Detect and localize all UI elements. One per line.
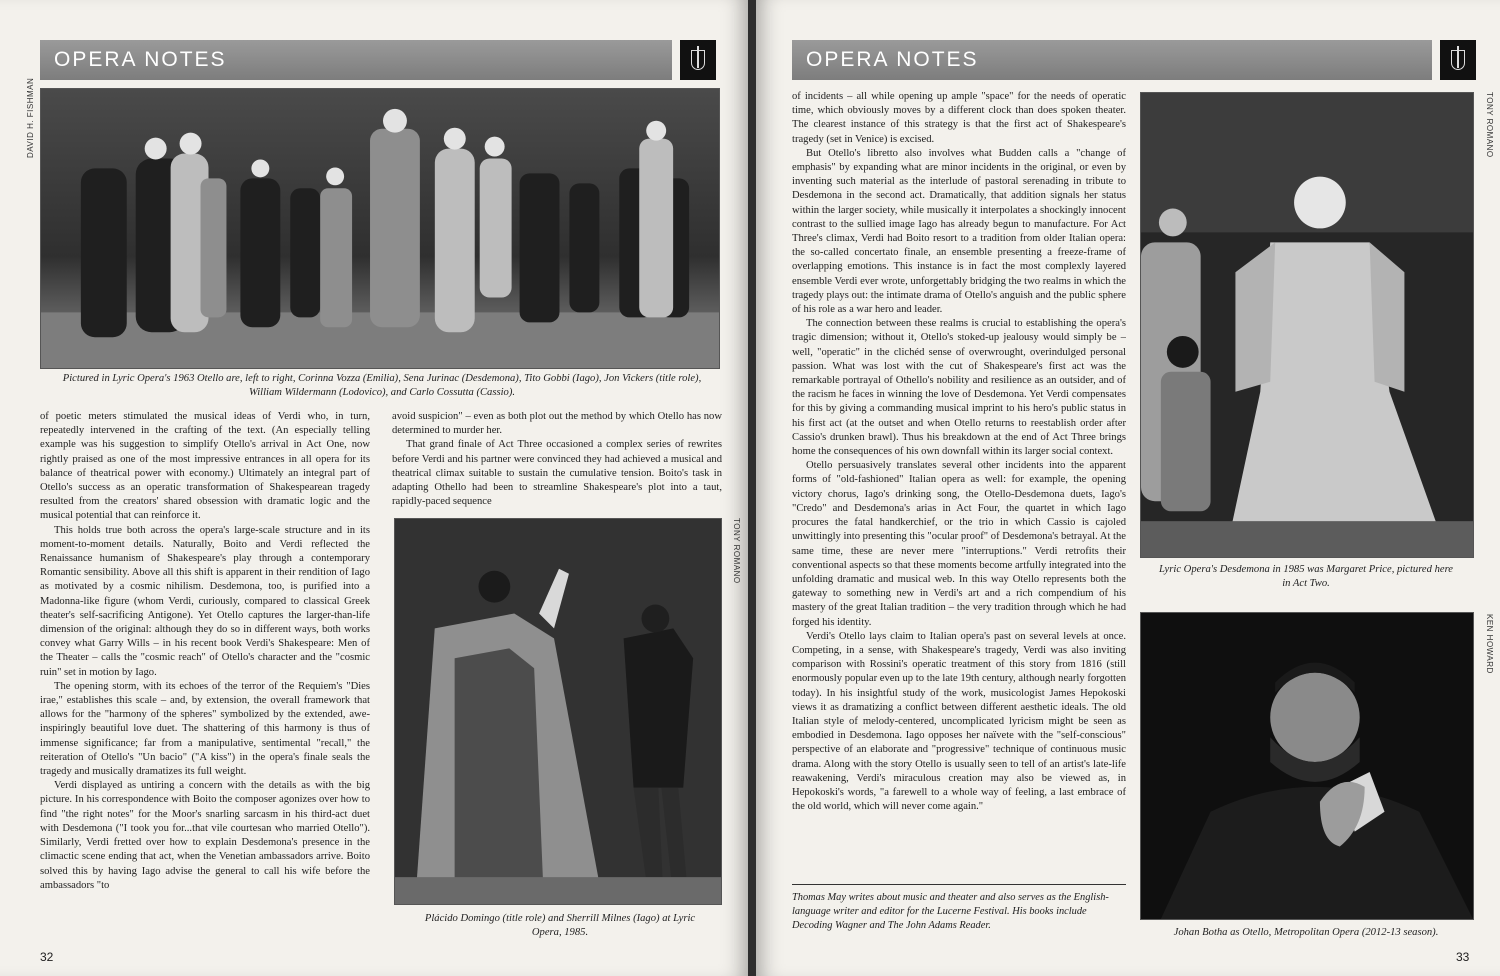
paragraph: The opening storm, with its echoes of the terror of the Requiem's "Dies irae," establishes this scale – and, by extension, the overall framework that allows for the "harmony of the spheres" symbolized by the extended, awe-inspiringly beautiful love duet. The shattering of this harmony is thus of immense significance; far from a manipulative, sentimental "recall," the reiteration of Otello's "Un bacio" ("A kiss") in the opera's finale seals the tragedy and musically dramatizes its full weight. (40, 680, 370, 778)
lyric-opera-logo (1440, 40, 1476, 80)
paragraph: The connection between these realms is crucial to establishing the opera's tragic dimension; without it, Otello's stoked-up jealousy would simply be – well, "operatic" in the clichéd sense of overwrought, overindulged personal passion. What was lost with the cut of Shakespeare's first act was the remarkable portrayal of Othello's nobility and resilience as an outsider, and of the racism he faces in winning the love of Desdemona. Yet Verdi compensates for this by giving a commanding musical imprint to his hero's public status in his first act (at the outset and when Otello returns to reestablish order after Cassio's drunken brawl). Thus his breakdown at the end of Act Three brings home the consequences of his own downfall within its larger social context. (792, 318, 1126, 458)
paragraph: That grand finale of Act Three occasioned a complex series of rewrites before Verdi and his partner were convinced they had achieved a musical and theatrical climax suitable to sustain the cumulative tension. Boito's task in adapting Othello had been to streamline Shakespeare's plot into a taut, rapidly-paced sequence (392, 439, 722, 508)
paragraph: But Otello's libretto also involves what Budden calls a "change of emphasis" by expanding what are minor incidents in the original, or even by inventing such material as the interlude of pastoral serenading in tribute to Desdemona in the second act. Dramatically, that addition signals her status within the larger society, while musically it interpolates a shockingly innocent contrast to the sullied image Iago has already begun to manufacture. For Act Three's climax, Verdi had Boito resort to a tradition from older Italian opera: the so-called concertato finale, an ensemble presenting a freeze-frame of overlapping emotions. This instance is in fact the most complexly layered ensemble Verdi ever wrote, unforgettably bridging the two realms in which the tragedy plays out: the intimate drama of Otello's anguish and the public sphere of his role as a war hero and leader. (792, 147, 1126, 316)
section-title: OPERA NOTES (54, 48, 227, 71)
article-column-2 (392, 410, 722, 510)
domingo-milnes-photo (394, 518, 722, 905)
desdemona-photo (1140, 92, 1474, 558)
paragraph: This holds true both across the opera's large-scale structure and in its moment-to-moment details. Naturally, Boito and Verdi reflected the Renaissance humanism of Shakespeare's play through a contemporary Romantic sensibility. Above all this shift is apparent in their rendition of Iago as motivated by a cosmic nihilism. Desdemona, too, is purified into a Madonna-like figure (whom Verdi, curiously, compared to classical Greek theater's self-sacrificing Antigone). Yet Otello captures the larger-than-life dimension of the original: although they do so in different ways, both works convey what Garry Wills – in his recent book Verdi's Shakespeare: Men of the Theater – calls the "cosmic reach" of Otello's character and the "cosmic ruin" set in motion by Iago. (40, 524, 370, 678)
paragraph: avoid suspicion" – even as both plot out the method by which Otello has now determined to murder her. (392, 411, 722, 437)
paragraph: Verdi displayed as untiring a concern with the details as with the big picture. In his correspondence with Boito the composer agonizes over how to find "the right notes" for the Moor's snarling sarcasm in his third-act duet with Desdemona ("I took you for...that vile courtesan who married Otello"). Similarly, Verdi fretted over how to explain Desdemona's presence in the climactic scene ending that act, when the Venetian ambassadors arrive. Boito solved this by having Iago advise the general to call his wife before the ambassadors "to (40, 780, 370, 891)
section-header (40, 40, 672, 80)
section-header (792, 40, 1432, 80)
botha-caption: Johan Botha as Otello, Metropolitan Opera (2012-13 season). (1173, 927, 1439, 938)
right-page (756, 0, 1500, 976)
photo-credit: TONY ROMANO (732, 518, 741, 584)
main-photo-caption: Pictured in Lyric Opera's 1963 Otello are, left to right, Corinna Vozza (Emilia), Sena Jurinac (Desdemona), Tito Gobbi (Iago), Jon Vickers (title role), William Wildermann (Lodovico), and Carlo Cossutta (Cassio). (62, 373, 702, 398)
article-column-1 (40, 410, 370, 940)
small-photo-caption: Plácido Domingo (title role) and Sherrill Milnes (Iago) at Lyric Opera, 1985. (424, 913, 696, 938)
page-number: 33 (1456, 950, 1470, 964)
article-column (792, 90, 1126, 880)
paragraph: Otello persuasively translates several other incidents into the apparent forms of "old-fashioned" Italian opera as well: for example, the opening victory chorus, Iago's drinking song, the Otello-Desdemona duets, Iago's "Credo" and Desdemona's arias in Act Four, the quartet in which Iago procures the fatal handkerchief, or the trio in which Cassio is cajoled unwittingly into presenting this "ocular proof" of Desdemona's betrayal. At the same time, these are never mere "interruptions." Verdi retrofits their conventional aspects so that these moments become artfully integrated into the unfolding dramatic and musical web. In this way Otello represents both the gateway to something new in Verdi's art and a rich compendium of his mastery of the great Italian tradition – the very tradition through which he had forged his identity. (792, 460, 1126, 628)
paragraph: of poetic meters stimulated the musical ideas of Verdi who, in turn, repeatedly intervened in the crafting of the text. (An especially telling example was his suggestion to simplify Otello's arrival in Act One, now rightly praised as one of the most impressive entrances in all opera for its balance of theatrical power with economy.) Ultimately an integral part of Otello's success as an operatic transformation of Shakespearean tragedy resulted from the creators' shared obsession with dramatic logic and the musical potential that can reinforce it. (40, 411, 370, 522)
left-page (0, 0, 748, 976)
author-byline: Thomas May writes about music and theater and also serves as the English-language writer and editor for the Lucerne Festival. His books include Decoding Wagner and The John Adams Reader. (792, 884, 1126, 933)
photo-credit: TONY ROMANO (1485, 92, 1494, 158)
photo-credit: KEN HOWARD (1485, 614, 1494, 674)
section-title: OPERA NOTES (806, 48, 979, 71)
botha-photo (1140, 612, 1474, 920)
paragraph: of incidents – all while opening up ample "space" for the needs of operatic time, which obviously moves by a different clock than does spoken theater. The clearest instance of this strategy is that the first act of Shakespeare's tragedy (set in Venice) is excised. (792, 91, 1126, 145)
lyric-opera-logo (680, 40, 716, 80)
page-number: 32 (40, 950, 54, 964)
desdemona-caption: Lyric Opera's Desdemona in 1985 was Margaret Price, pictured here in Act Two. (1158, 564, 1454, 589)
photo-credit: DAVID H. FISHMAN (26, 77, 35, 158)
main-stage-photo (40, 88, 720, 369)
paragraph: Verdi's Otello lays claim to Italian opera's past on several levels at once. Competing, in a sense, with Shakespeare's tragedy, Verdi was also inviting comparison with Rossini's operatic treatment of this story from 1816 (still enormously popular even up to the late 19th century, although nearly forgotten today). In his insightful study of the work, musicologist James Hepokoski views it as dramatizing a conflict between different aesthetic ideals. The old Italian style of melody-centered, uncomplicated lyricism might be seen as embodied in Desdemona. Iago opposes her naïvete with the "self-conscious" perspective of an elaborate and "progressive" technique of continuous music drama. Along with the story Otello is usually seen to tell of an artist's late-life reawakening, Verdi's miraculous creation may also be viewed as, in Hepokoski's words, "a farewell to a whole way of feeling, a last embrace of the old world, which will never come again." (792, 630, 1126, 813)
